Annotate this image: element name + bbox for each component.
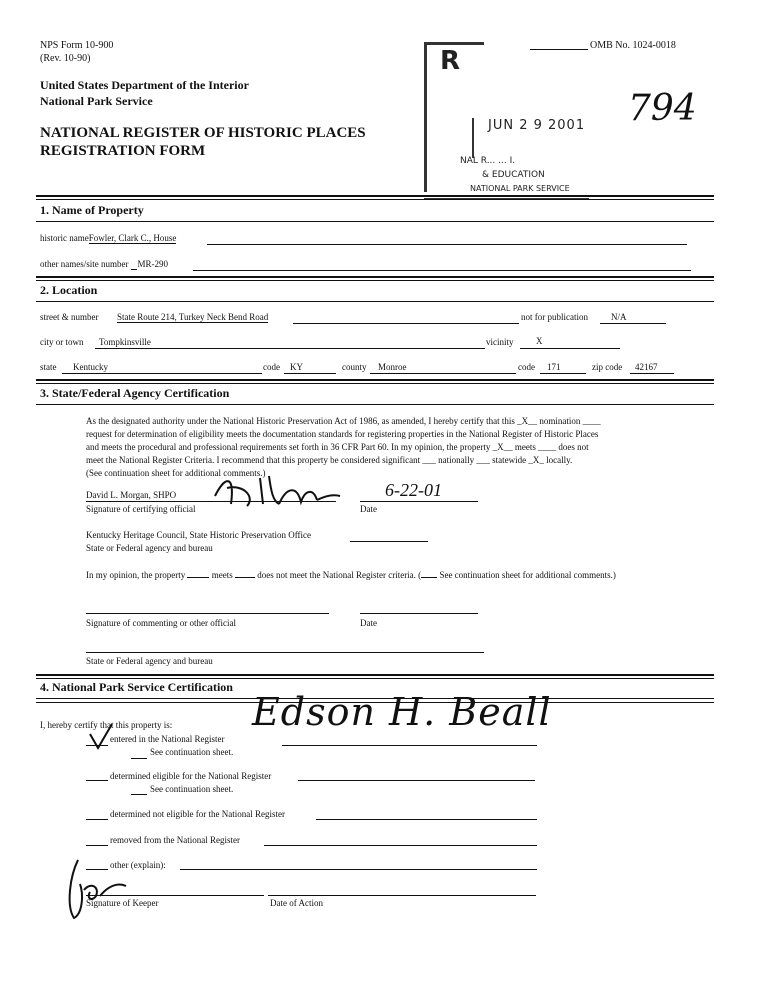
vicinity-label: vicinity [486,337,514,347]
certifying-signature-label: Signature of certifying official [86,504,196,514]
section-2-heading: 2. Location [40,283,98,297]
street-field[interactable] [293,323,519,324]
other-names-label: other names/site number [40,259,129,269]
opinion-text: See continuation sheet for additional comments.) [439,570,616,580]
vicinity-value[interactable]: X [536,336,543,346]
street-label: street & number [40,312,99,322]
state-field[interactable] [62,373,262,374]
state-code-value[interactable]: KY [290,362,303,372]
historic-name-value[interactable]: Fowler, Clark C., House [88,233,177,243]
form-revision: (Rev. 10-90) [40,53,91,64]
keeper-initials [60,856,130,926]
nfp-field[interactable] [600,323,666,324]
not-eligible-label: determined not eligible for the National Register [110,809,285,819]
section-rule [36,379,714,381]
agency2-line[interactable] [86,652,484,653]
state-value[interactable]: Kentucky [73,362,108,372]
commenting-date-line[interactable] [360,613,478,614]
historic-name-field[interactable] [207,244,687,245]
stamp-line-2: & EDUCATION [482,170,545,180]
section-rule [36,301,714,302]
other-line[interactable] [180,869,537,870]
agency-value[interactable]: Kentucky Heritage Council, State Historic Preservation Office [86,530,312,540]
certifying-date-label: Date [360,504,377,514]
state-code-label: code [263,362,280,372]
certification-paragraph-line: As the designated authority under the National Historic Preservation Act of 1986, as amended, I hereby certify that this _X__ nomination ____ [86,416,601,426]
county-code-field[interactable] [540,373,586,374]
eligible-cont-blank[interactable] [131,794,147,795]
county-label: county [342,362,367,372]
continuation-blank[interactable] [421,567,437,578]
opinion-row [86,567,616,580]
state-label: state [40,362,57,372]
other-names-field[interactable] [193,270,691,271]
certifying-date-handwritten: 6-22-01 [385,480,442,500]
section-rule [36,404,714,405]
zip-field[interactable] [630,373,674,374]
stamp-line-3: NATIONAL PARK SERVICE [470,184,570,193]
commenting-date-label: Date [360,618,377,628]
nfp-value[interactable]: N/A [611,312,627,322]
certifying-official-name[interactable]: David L. Morgan, SHPO [86,490,177,500]
vicinity-field[interactable] [520,348,620,349]
section-4-heading: 4. National Park Service Certification [40,680,233,694]
nfp-label: not for publication [521,312,588,322]
state-code-field[interactable] [284,373,336,374]
eligible-cont-label: See continuation sheet. [150,784,234,794]
department: United States Department of the Interior [40,78,249,92]
meets-blank[interactable] [187,567,209,578]
entered-cont-label: See continuation sheet. [150,747,234,757]
section-rule [36,678,714,679]
street-value[interactable]: State Route 214, Turkey Neck Bend Road [117,312,269,322]
county-field[interactable] [370,373,516,374]
date-of-action-line[interactable] [268,895,536,896]
opinion-text: In my opinion, the property [86,570,186,580]
form-title: NATIONAL REGISTER OF HISTORIC PLACES [40,125,366,141]
section-1-heading: 1. Name of Property [40,203,144,217]
historic-name-row [40,233,176,243]
city-value[interactable]: Tompkinsville [99,337,151,347]
section-rule [36,280,714,281]
city-field[interactable] [95,348,485,349]
date-of-action-label: Date of Action [270,898,323,908]
keeper-label: Signature of Keeper [86,898,159,908]
agency-label: State or Federal agency and bureau [86,543,213,553]
removed-label: removed from the National Register [110,835,240,845]
not-eligible-line[interactable] [316,819,537,820]
county-value[interactable]: Monroe [378,362,407,372]
nps-cert-intro: I, hereby certify that this property is: [40,720,173,730]
county-code-value[interactable]: 171 [547,362,561,372]
entered-label: entered in the National Register [110,734,225,744]
removed-blank[interactable] [86,845,108,846]
agency-field[interactable] [350,541,428,542]
commenting-signature-line[interactable] [86,613,329,614]
county-code-label: code [518,362,535,372]
eligible-line[interactable] [298,780,535,781]
certifying-signature [205,466,355,514]
section-rule [36,276,714,278]
zip-value[interactable]: 42167 [635,362,658,372]
historic-name-label: historic name [40,233,89,243]
certification-paragraph-line: request for determination of eligibility meets the documentation standards for registering properties in the National Register of Historic Places [86,429,599,439]
eligible-blank[interactable] [86,780,108,781]
entered-signature-line[interactable] [282,745,537,746]
opinion-text: does not meet the National Register criteria. ( [257,570,422,580]
section-rule [36,195,714,197]
section-rule [36,674,714,676]
other-names-value[interactable]: MR-290 [137,259,168,269]
section-3-heading: 3. State/Federal Agency Certification [40,386,230,400]
certifying-date-line[interactable] [360,501,478,502]
agency2-label: State or Federal agency and bureau [86,656,213,666]
section-rule [36,199,714,200]
certification-paragraph-line: and meets the procedural and professional requirements set forth in 36 CFR Part 60. In my opinion, the property _X__ meets ____ does not [86,442,589,452]
section-rule [36,221,714,222]
not-eligible-blank[interactable] [86,819,108,820]
commenting-signature-label: Signature of commenting or other official [86,618,237,628]
omb-number: OMB No. 1024-0018 [590,40,676,51]
form-subtitle: REGISTRATION FORM [40,143,206,159]
zip-label: zip code [592,362,623,372]
stamp-date: JUN 2 9 2001 [488,118,586,133]
does-not-meet-blank[interactable] [235,567,255,578]
keeper-signature: Edson H. Beall [252,690,552,734]
stamp-line-1: NAL R... ... I. [460,156,516,166]
section-rule [36,383,714,384]
entered-cont-blank[interactable] [131,758,147,759]
removed-line[interactable] [264,845,537,846]
certification-paragraph-line: meet the National Register Criteria. I recommend that this property be considered significant ___ nationally ___ statewide _X_ locally. [86,455,573,465]
service: National Park Service [40,94,153,108]
receipt-stamp: R JUN 2 9 2001 NAL R... ... I. & EDUCATION NATIONAL PARK SERVICE [420,38,595,206]
opinion-meets: meets [211,570,233,580]
eligible-label: determined eligible for the National Register [110,771,272,781]
certification-paragraph-line: (See continuation sheet for additional comments.) [86,468,266,478]
city-label: city or town [40,337,84,347]
other-names-row [40,259,168,269]
handwritten-number: 794 [628,88,697,129]
form-number: NPS Form 10-900 [40,40,114,51]
other-label: other (explain): [110,860,166,870]
